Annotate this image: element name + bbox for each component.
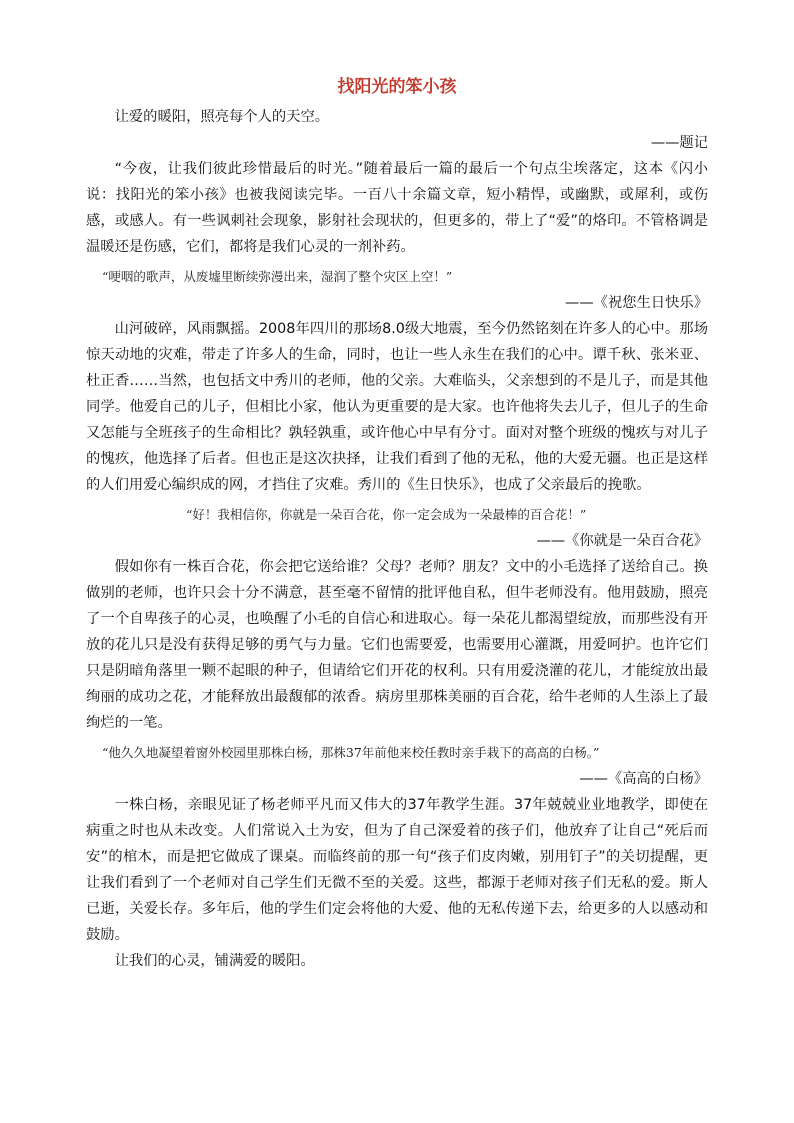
quote-2: “好！我相信你，你就是一朵百合花，你一定会成为一朵最棒的百合花！” [186, 507, 587, 522]
paragraph-4: 一株白杨，亲眼见证了杨老师平凡而又伟大的37年教学生涯。37年兢兢业业地教学，即使在病重之时也从未改变。人们常说入土为安，但为了自己深爱着的孩子们，他放弃了让自己“死后而安”的棺木，而是把它做成了课桌。而临终前的那一句“孩子们皮肉嫩，别用钉子”的关切提醒，更让我们看到了一个老师对自己学生们无微不至的关爱。这些，都源于老师对孩子们无私的爱。斯人已逝，关爱长存。多年后，他的学生们定会将他的大爱、他的无私传递下去，给更多的人以感动和鼓励。 [86, 797, 708, 943]
epigraph-source: ——题记 [650, 135, 708, 151]
quote-3: “他久久地凝望着窗外校园里那株白杨，那株37年前他来校任教时亲手栽下的高高的白杨。” [102, 745, 600, 760]
closing-line: 让我们的心灵，铺满爱的暖阳。 [114, 953, 315, 969]
quote-3-source: ——《高高的白杨》 [579, 771, 708, 787]
quote-1-source: ——《祝您生日快乐》 [565, 295, 708, 311]
paragraph-3: 假如你有一株百合花，你会把它送给谁？父母？老师？朋友？文中的小毛选择了送给自己。换做别的老师，也许只会十分不满意，甚至毫不留情的批评他自私，但牛老师没有。他用鼓励，照亮了一个自卑孩子的心灵，也唤醒了小毛的自信心和进取心。每一朵花儿都渴望绽放，而那些没有开放的花儿只是没有获得足够的勇气与力量。它们也需要爱，也需要用心灌溉，用爱呵护。也许它们只是阴暗角落里一颗不起眼的种子，但请给它们开花的权利。只有用爱浇灌的花儿，才能绽放出最绚丽的成功之花，才能释放出最馥郁的浓香。病房里那株美丽的百合花，给牛老师的人生添上了最绚烂的一笔。 [86, 559, 708, 731]
paragraph-2: 山河破碎，风雨飘摇。2008年四川的那场8.0级大地震，至今仍然铭刻在许多人的心中。那场惊天动地的灾难，带走了许多人的生命，同时，也让一些人永生在我们的心中。谭千秋、张米亚、杜正香……当然，也包括文中秀川的老师，他的父亲。大难临头，父亲想到的不是儿子，而是其他同学。他爱自己的儿子，但相比小家，他认为更重要的是大家。也许他将失去儿子，但儿子的生命又怎能与全班孩子的生命相比？孰轻孰重，或许他心中早有分寸。面对对整个班级的愧疚与对儿子的愧疚，他选择了后者。但也正是这次抉择，让我们看到了他的无私，他的大爱无疆。也正是这样的人们用爱心编织成的网，才挡住了灾难。秀川的《生日快乐》，也成了父亲最后的挽歌。 [86, 321, 708, 493]
epigraph: 让爱的暖阳，照亮每个人的天空。 [114, 109, 330, 125]
quote-2-source: ——《你就是一朵百合花》 [536, 533, 708, 549]
paragraph-intro: “今夜，让我们彼此珍惜最后的时光。”随着最后一篇的最后一个句点尘埃落定，这本《闪小说：找阳光的笨小孩》也被我阅读完毕。一百八十余篇文章，短小精悍，或幽默，或犀利，或伤感，或感人。有一些讽刺社会现象，影射社会现状的，但更多的，带上了“爱”的烙印。不管格调是温暖还是伤感，它们，都将是我们心灵的一剂补药。 [86, 161, 708, 255]
page-title: 找阳光的笨小孩 [337, 77, 457, 97]
quote-1: “哽咽的歌声，从废墟里断续弥漫出来，湿润了整个灾区上空！” [102, 269, 453, 284]
